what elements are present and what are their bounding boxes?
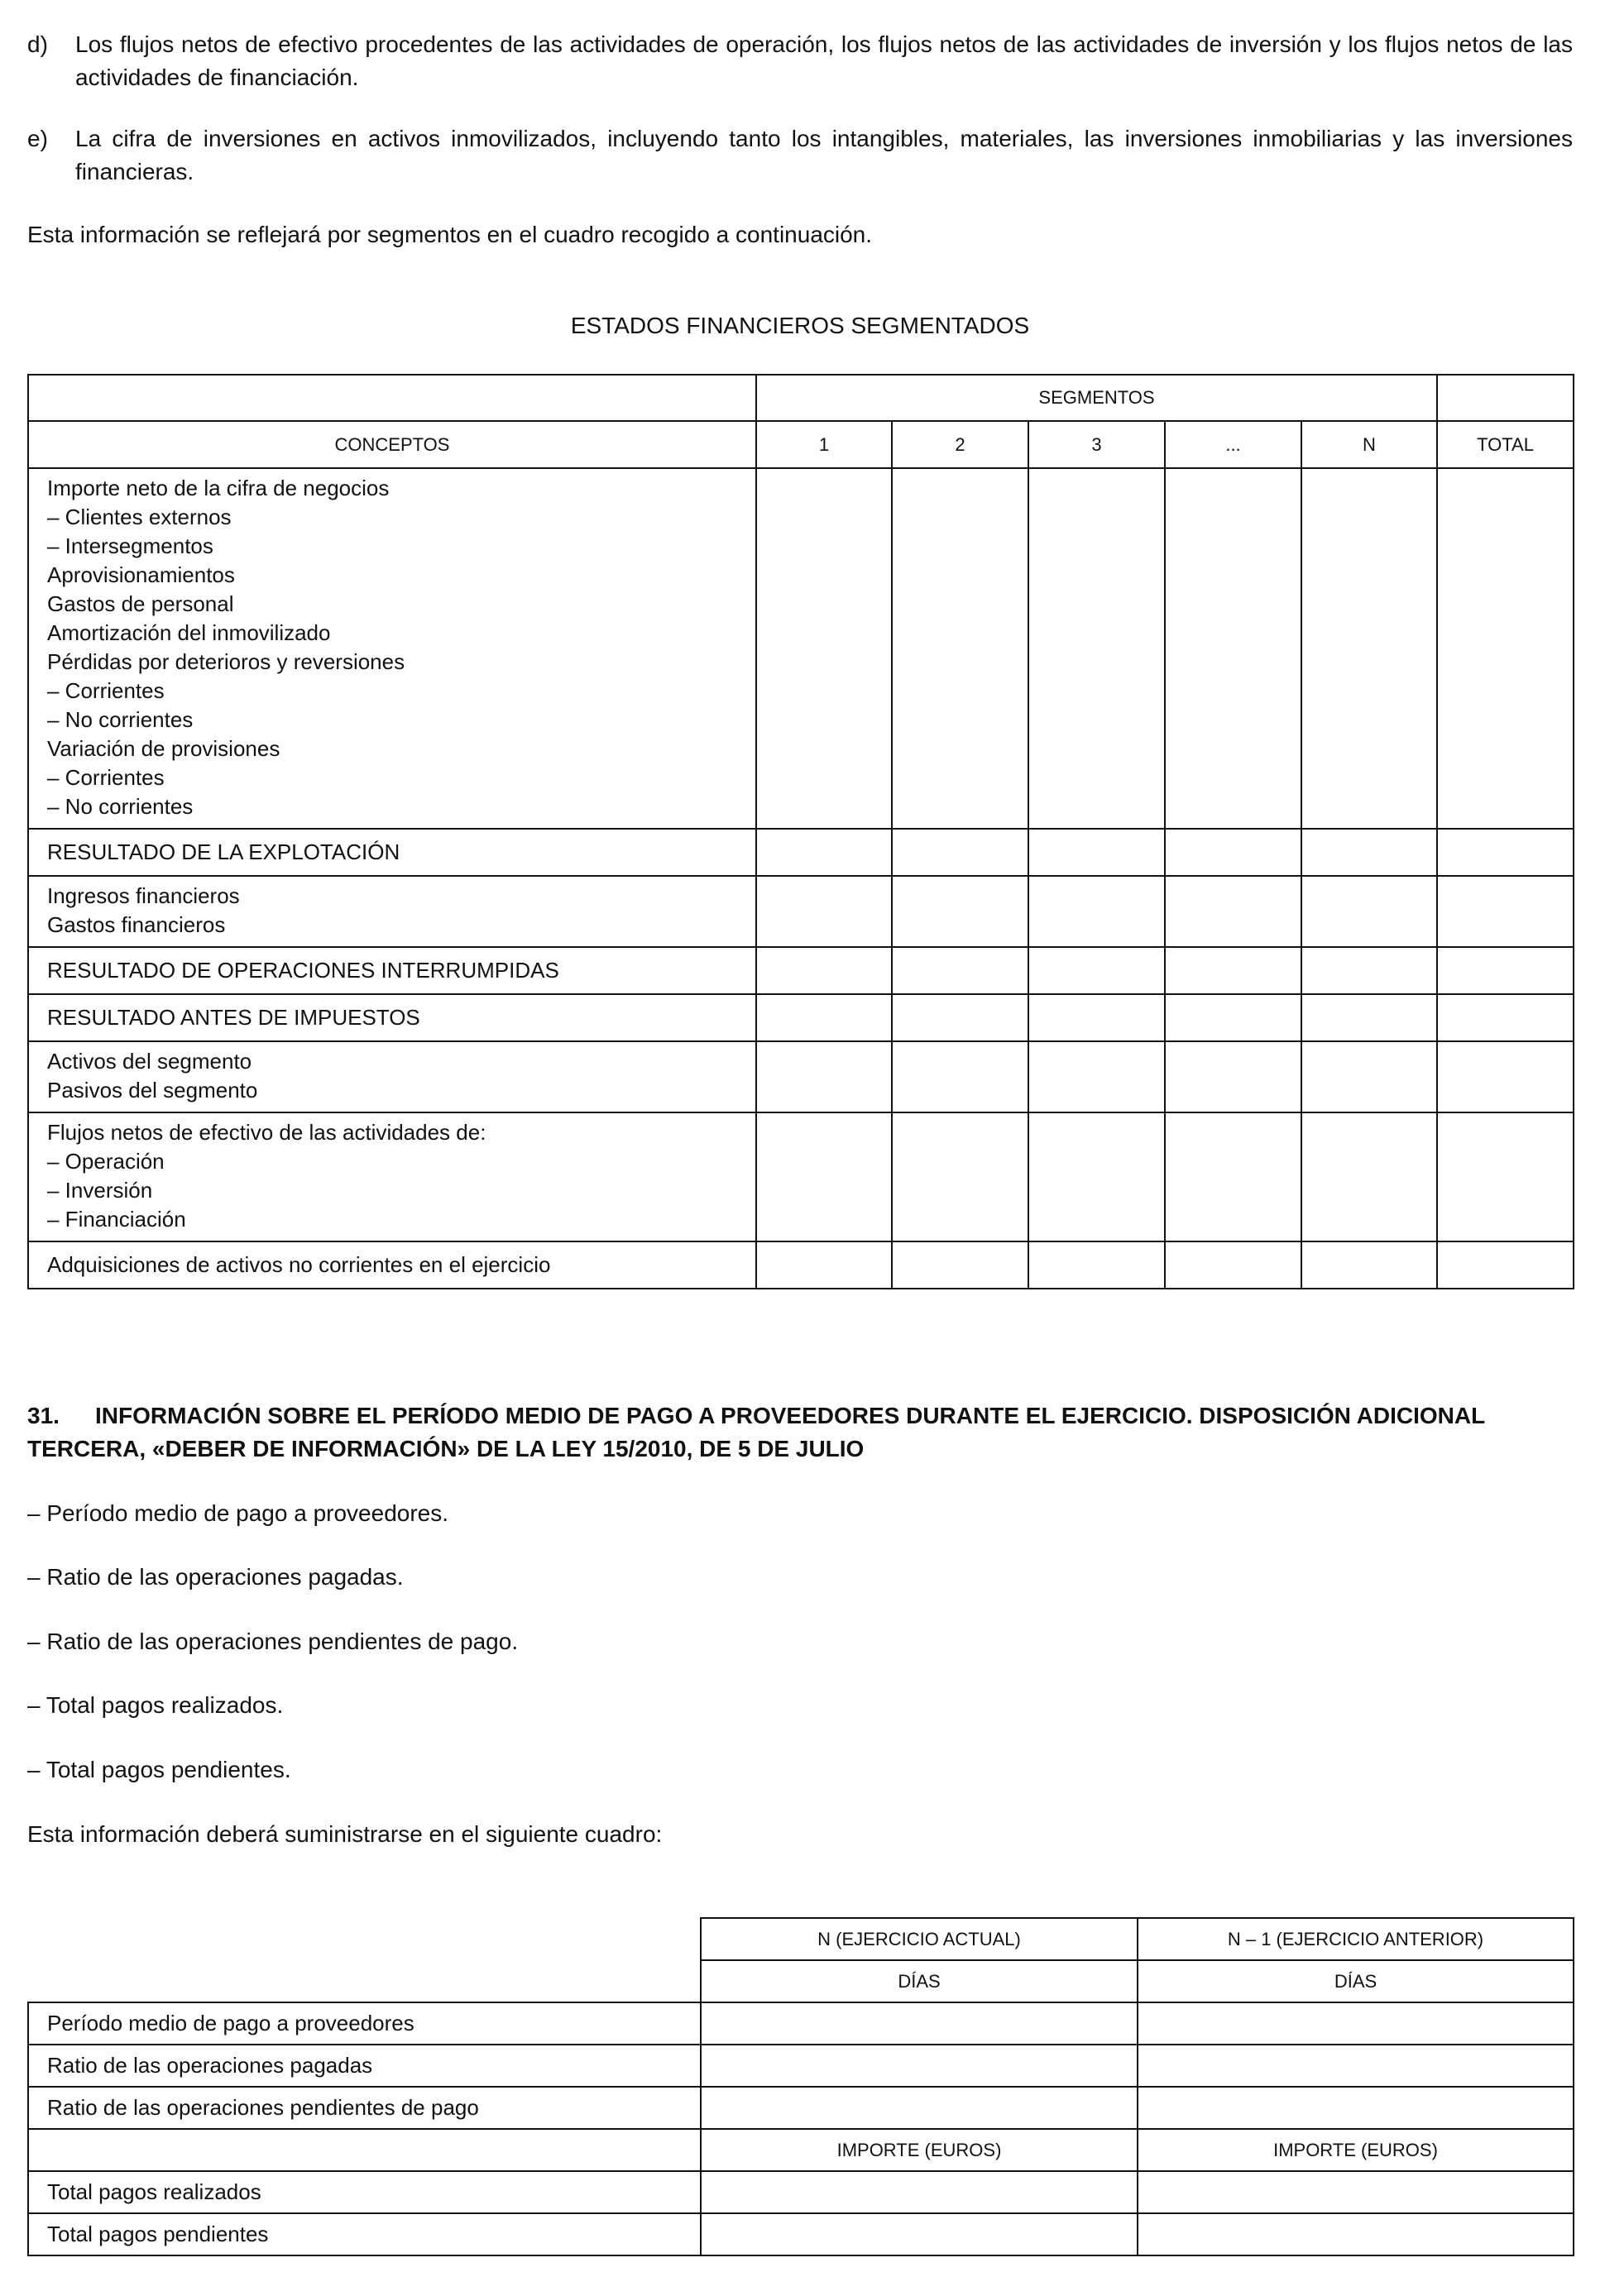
table-row bbox=[28, 1041, 1574, 1112]
value-cell bbox=[1165, 947, 1301, 994]
row-label: Ratio de las operaciones pendientes de pago bbox=[28, 2087, 701, 2129]
value-cell bbox=[1028, 876, 1165, 947]
empty-cell bbox=[28, 1960, 701, 2002]
value-cell bbox=[1028, 947, 1165, 994]
concept-line: – Financiación bbox=[47, 1207, 186, 1232]
column-header: CONCEPTOS bbox=[28, 421, 756, 468]
row-label: Período medio de pago a proveedores bbox=[28, 2002, 701, 2045]
value-cell bbox=[701, 2087, 1138, 2129]
column-header: TOTAL bbox=[1437, 421, 1574, 468]
list-item-e bbox=[27, 122, 1573, 189]
bullet-item: – Ratio de las operaciones pendientes de pago. bbox=[27, 1629, 519, 1654]
list-item-label: d) bbox=[27, 31, 48, 57]
value-cell bbox=[1301, 947, 1437, 994]
value-cell bbox=[1138, 2171, 1574, 2213]
value-cell bbox=[756, 1241, 892, 1289]
concept-line: Activos del segmento bbox=[47, 1049, 252, 1074]
table-row bbox=[28, 947, 1574, 994]
value-cell bbox=[701, 2002, 1138, 2045]
value-cell bbox=[892, 1041, 1028, 1112]
value-cell bbox=[1301, 829, 1437, 876]
empty-header-cell bbox=[1437, 375, 1574, 421]
table-row bbox=[28, 2045, 1574, 2087]
concept-line: Variación de provisiones bbox=[47, 736, 280, 761]
value-cell bbox=[892, 829, 1028, 876]
value-cell bbox=[756, 1112, 892, 1241]
concept-line: Ingresos financieros bbox=[47, 883, 240, 908]
concept-line: Flujos netos de efectivo de las actividades de: bbox=[47, 1120, 486, 1145]
value-cell bbox=[1301, 1241, 1437, 1289]
value-cell bbox=[1437, 829, 1574, 876]
table-row bbox=[28, 2213, 1574, 2255]
value-cell bbox=[892, 947, 1028, 994]
value-cell bbox=[756, 876, 892, 947]
value-cell bbox=[1028, 994, 1165, 1041]
concept-cell bbox=[28, 1241, 756, 1289]
empty-cell bbox=[28, 2129, 701, 2171]
payment-table bbox=[27, 1917, 1574, 2256]
row-label: Total pagos pendientes bbox=[28, 2213, 701, 2255]
concept-line: – Intersegmentos bbox=[47, 533, 213, 558]
segments-header: SEGMENTOS bbox=[756, 375, 1437, 421]
list-item-d bbox=[27, 28, 1573, 94]
table-row bbox=[28, 2171, 1574, 2213]
segment-table-title: ESTADOS FINANCIEROS SEGMENTADOS bbox=[570, 313, 1030, 338]
section-number: 31. bbox=[27, 1403, 60, 1428]
value-cell bbox=[756, 829, 892, 876]
bullet-item: – Período medio de pago a proveedores. bbox=[27, 1500, 449, 1526]
concept-line: – Clientes externos bbox=[47, 505, 232, 529]
amount-header: IMPORTE (EUROS) bbox=[1138, 2129, 1574, 2171]
section-note: Esta información deberá suministrarse en el siguiente cuadro: bbox=[27, 1821, 663, 1847]
concept-line: Amortización del inmovilizado bbox=[47, 620, 331, 645]
value-cell bbox=[1437, 1041, 1574, 1112]
empty-header-cell bbox=[28, 375, 756, 421]
column-header: 3 bbox=[1028, 421, 1165, 468]
segment-table-body bbox=[28, 468, 1574, 1289]
value-cell bbox=[1165, 994, 1301, 1041]
value-cell bbox=[1028, 468, 1165, 829]
table-row bbox=[28, 876, 1574, 947]
concept-cell bbox=[28, 994, 756, 1041]
table-row bbox=[28, 994, 1574, 1041]
value-cell bbox=[1165, 1112, 1301, 1241]
concept-line: Importe neto de la cifra de negocios bbox=[47, 476, 390, 500]
column-header: 2 bbox=[892, 421, 1028, 468]
days-header: DÍAS bbox=[1138, 1960, 1574, 2002]
value-cell bbox=[1028, 1041, 1165, 1112]
amount-header-row bbox=[28, 2129, 1574, 2171]
concept-line: – Inversión bbox=[47, 1178, 153, 1203]
value-cell bbox=[1301, 994, 1437, 1041]
list-item-label: e) bbox=[27, 126, 48, 151]
value-cell bbox=[1028, 829, 1165, 876]
concept-line: Gastos financieros bbox=[47, 912, 226, 937]
value-cell bbox=[1165, 876, 1301, 947]
value-cell bbox=[1301, 1041, 1437, 1112]
value-cell bbox=[892, 876, 1028, 947]
days-header-row bbox=[28, 1960, 1574, 2002]
table-row bbox=[28, 1112, 1574, 1241]
list-item-text: Los flujos netos de efectivo procedentes de las actividades de operación, los flujos netos de las actividades de inversión y los flujos netos de las actividades de financiación. bbox=[75, 31, 1573, 90]
column-header: ... bbox=[1165, 421, 1301, 468]
table-row bbox=[28, 468, 1574, 829]
concept-line: RESULTADO DE LA EXPLOTACIÓN bbox=[47, 839, 400, 864]
bullet-item: – Ratio de las operaciones pagadas. bbox=[27, 1564, 404, 1590]
concept-line: Pérdidas por deterioros y reversiones bbox=[47, 649, 405, 674]
column-header-row bbox=[28, 421, 1574, 468]
list-item-text: La cifra de inversiones en activos inmovilizados, incluyendo tanto los intangibles, materiales, las inversiones inmobiliarias y las inversiones financieras. bbox=[75, 126, 1573, 184]
value-cell bbox=[1165, 829, 1301, 876]
column-header: 1 bbox=[756, 421, 892, 468]
value-cell bbox=[1138, 2002, 1574, 2045]
row-label: Total pagos realizados bbox=[28, 2171, 701, 2213]
concept-line: – Corrientes bbox=[47, 678, 165, 703]
bullet-item: – Total pagos pendientes. bbox=[27, 1757, 291, 1782]
concept-cell bbox=[28, 829, 756, 876]
column-header: N – 1 (EJERCICIO ANTERIOR) bbox=[1138, 1918, 1574, 1960]
concept-line: Aprovisionamientos bbox=[47, 562, 235, 587]
concept-line: Pasivos del segmento bbox=[47, 1078, 258, 1103]
value-cell bbox=[892, 468, 1028, 829]
value-cell bbox=[1301, 468, 1437, 829]
days-header: DÍAS bbox=[701, 1960, 1138, 2002]
concept-line: – No corrientes bbox=[47, 794, 194, 819]
section-heading bbox=[27, 1399, 1573, 1466]
concept-line: – Corrientes bbox=[47, 765, 165, 790]
value-cell bbox=[1437, 1241, 1574, 1289]
value-cell bbox=[1165, 468, 1301, 829]
empty-cell bbox=[28, 1918, 701, 1960]
intro-note: Esta información se reflejará por segmentos en el cuadro recogido a continuación. bbox=[27, 222, 873, 247]
value-cell bbox=[1437, 468, 1574, 829]
concept-cell bbox=[28, 876, 756, 947]
value-cell bbox=[701, 2213, 1138, 2255]
value-cell bbox=[756, 1041, 892, 1112]
value-cell bbox=[1165, 1041, 1301, 1112]
row-label: Ratio de las operaciones pagadas bbox=[28, 2045, 701, 2087]
value-cell bbox=[1028, 1241, 1165, 1289]
concept-line: Gastos de personal bbox=[47, 591, 234, 616]
value-cell bbox=[1138, 2087, 1574, 2129]
concept-line: RESULTADO ANTES DE IMPUESTOS bbox=[47, 1005, 420, 1030]
concept-line: Adquisiciones de activos no corrientes en el ejercicio bbox=[47, 1252, 551, 1277]
value-cell bbox=[756, 994, 892, 1041]
value-cell bbox=[1138, 2045, 1574, 2087]
table-row bbox=[28, 829, 1574, 876]
value-cell bbox=[1437, 1112, 1574, 1241]
value-cell bbox=[892, 1241, 1028, 1289]
table-row bbox=[28, 2087, 1574, 2129]
value-cell bbox=[892, 1112, 1028, 1241]
column-header: N bbox=[1301, 421, 1437, 468]
column-header: N (EJERCICIO ACTUAL) bbox=[701, 1918, 1138, 1960]
concept-line: – Operación bbox=[47, 1149, 165, 1174]
value-cell bbox=[756, 468, 892, 829]
value-cell bbox=[1437, 994, 1574, 1041]
value-cell bbox=[1437, 876, 1574, 947]
table-row bbox=[28, 2002, 1574, 2045]
value-cell bbox=[892, 994, 1028, 1041]
value-cell bbox=[1301, 876, 1437, 947]
bullet-item: – Total pagos realizados. bbox=[27, 1692, 284, 1718]
value-cell bbox=[701, 2171, 1138, 2213]
value-cell bbox=[1165, 1241, 1301, 1289]
concept-cell bbox=[28, 468, 756, 829]
value-cell bbox=[1138, 2213, 1574, 2255]
value-cell bbox=[756, 947, 892, 994]
value-cell bbox=[1437, 947, 1574, 994]
value-cell bbox=[1028, 1112, 1165, 1241]
concept-cell bbox=[28, 1112, 756, 1241]
segment-table bbox=[27, 374, 1574, 1289]
concept-line: RESULTADO DE OPERACIONES INTERRUMPIDAS bbox=[47, 958, 559, 983]
amount-header: IMPORTE (EUROS) bbox=[701, 2129, 1138, 2171]
payment-header-row bbox=[28, 1918, 1574, 1960]
concept-cell bbox=[28, 947, 756, 994]
value-cell bbox=[701, 2045, 1138, 2087]
table-row bbox=[28, 1241, 1574, 1289]
section-title-text: INFORMACIÓN SOBRE EL PERÍODO MEDIO DE PAGO A PROVEEDORES DURANTE EL EJERCICIO. DISPOSICIÓN ADICIONAL TERCERA, «DEBER DE INFORMACIÓN» DE LA LEY 15/2010, DE 5 DE JULIO bbox=[27, 1403, 1485, 1461]
concept-cell bbox=[28, 1041, 756, 1112]
segment-group-header-row bbox=[28, 375, 1574, 421]
concept-line: – No corrientes bbox=[47, 707, 194, 732]
value-cell bbox=[1301, 1112, 1437, 1241]
